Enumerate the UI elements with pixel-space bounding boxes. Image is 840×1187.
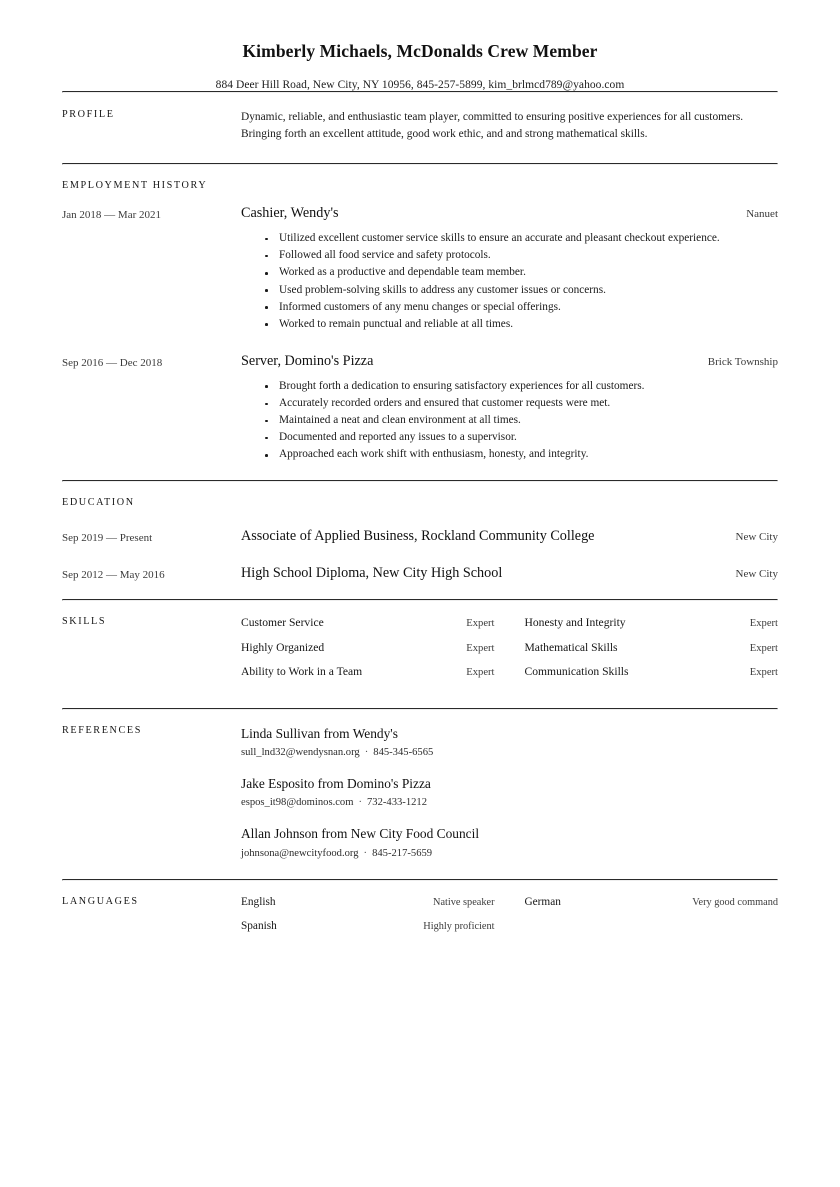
employment-entry-main [241, 353, 778, 464]
reference-phone[interactable]: 732-433-1212 [367, 797, 428, 809]
bullet-item: Used problem-solving skills to address any customer issues or concerns. [265, 282, 778, 299]
reference-contact [241, 747, 778, 758]
employment-entry-date: Sep 2016 — Dec 2018 [62, 357, 163, 370]
skill-level: Expert [749, 667, 778, 679]
reference-name: Linda Sullivan from Wendy's [241, 725, 398, 741]
reference-name: Allan Johnson from New City Food Council [241, 826, 480, 842]
skill-level: Expert [466, 642, 495, 654]
employment-entry-head [241, 353, 778, 371]
reference-contact [241, 797, 778, 808]
employment-entry-location: Nanuet [746, 208, 778, 221]
language-level: Very good command [692, 896, 778, 908]
bullet-item: Documented and reported any issues to a supervisor. [265, 429, 778, 446]
employment-entry-title: Cashier, Wendy's [241, 205, 339, 222]
education-entry-main [241, 528, 778, 546]
skill-name: Mathematical Skills [524, 640, 618, 654]
employment-entry-title: Server, Domino's Pizza [241, 353, 374, 370]
skill-name: Honesty and Integrity [524, 616, 626, 630]
contact-line: 884 Deer Hill Road, New City, NY 10956, 845-257-5899, kim_brlmcd789@yahoo.com [215, 78, 625, 91]
reference-email[interactable]: sull_lnd32@wendysnan.org [241, 747, 360, 759]
references-label-column [62, 725, 241, 736]
education-entry-date: Sep 2012 — May 2016 [62, 569, 165, 582]
languages-body [241, 896, 778, 945]
skill-row [241, 665, 495, 690]
skill-level: Expert [749, 618, 778, 630]
bullet-item: Approached each work shift with enthusiasm, honesty, and integrity. [265, 446, 778, 463]
education-entry-head [241, 565, 778, 583]
skills-grid [241, 616, 778, 690]
employment-entry [62, 353, 778, 464]
profile-text: Dynamic, reliable, and enthusiastic team player, committed to ensuring positive experiences for all customers. Bringing forth an excellent attitude, good work ethic, and and strong mathematical skills. [241, 110, 744, 141]
profile-body [241, 109, 778, 144]
language-name: English [241, 895, 276, 908]
languages-label-column [62, 896, 241, 907]
reference-item [241, 825, 778, 858]
skill-name: Communication Skills [524, 665, 629, 679]
skill-row [241, 616, 495, 641]
education-entry [62, 528, 778, 546]
section-label-education: EDUCATION [62, 496, 135, 508]
bullet-item: Utilized excellent customer service skills to ensure an accurate and pleasant checkout experience. [265, 230, 778, 247]
language-row [241, 920, 495, 945]
employment-entry-bullets [241, 378, 778, 464]
reference-contact [241, 848, 778, 859]
skill-row [525, 616, 779, 641]
section-label-skills: SKILLS [62, 616, 107, 628]
education-entry [62, 565, 778, 583]
skills-body [241, 616, 778, 690]
section-label-references: REFERENCES [62, 724, 142, 736]
language-row [525, 896, 779, 921]
skill-level: Expert [749, 642, 778, 654]
reference-name: Jake Esposito from Domino's Pizza [241, 776, 431, 792]
bullet-item: Worked to remain punctual and reliable at all times. [265, 316, 778, 333]
reference-phone[interactable]: 845-345-6565 [373, 747, 434, 759]
section-skills [62, 601, 778, 708]
languages-grid [241, 896, 778, 945]
skill-name: Customer Service [241, 616, 324, 630]
section-profile [62, 93, 778, 164]
bullet-item: Accurately recorded orders and ensured that customer requests were met. [265, 395, 778, 412]
skill-row [241, 641, 495, 666]
skill-row [525, 665, 779, 690]
resume-header [62, 0, 778, 91]
employment-entry-location: Brick Township [707, 356, 778, 369]
section-references [62, 710, 778, 879]
section-label-employment-history: EMPLOYMENT HISTORY [62, 180, 208, 192]
reference-email[interactable]: espos_it98@dominos.com [241, 797, 354, 809]
employment-entry-main [241, 205, 778, 333]
bullet-item: Followed all food service and safety protocols. [265, 247, 778, 264]
separator-dot: · [363, 847, 368, 859]
bullet-item: Worked as a productive and dependable team member. [265, 264, 778, 281]
employment-entry-head [241, 205, 778, 223]
separator-dot: · [358, 797, 362, 809]
bullet-item: Maintained a neat and clean environment at all times. [265, 412, 778, 429]
reference-phone[interactable]: 845-217-5659 [372, 847, 433, 859]
education-entry-main [241, 565, 778, 583]
section-languages [62, 881, 778, 965]
language-level: Highly proficient [423, 921, 495, 933]
bullet-item: Brought forth a dedication to ensuring satisfactory experiences for all customers. [265, 378, 778, 395]
skill-name: Highly Organized [241, 640, 325, 654]
employment-entry-bullets [241, 230, 778, 333]
references-body [241, 725, 778, 859]
language-level: Native speaker [433, 896, 495, 908]
skills-label-column [62, 616, 241, 627]
education-entry-head [241, 528, 778, 546]
separator-dot: · [364, 747, 369, 759]
language-name: German [524, 895, 561, 908]
employment-entry-date: Jan 2018 — Mar 2021 [62, 209, 161, 222]
reference-item [241, 775, 778, 808]
section-label-languages: LANGUAGES [62, 895, 139, 907]
language-row-empty [525, 920, 779, 945]
skill-level: Expert [466, 618, 495, 630]
language-name: Spanish [241, 920, 277, 933]
skill-level: Expert [466, 667, 495, 679]
education-entry-title: High School Diploma, New City High School [241, 565, 503, 582]
education-entry-date: Sep 2019 — Present [62, 531, 153, 544]
section-label-profile: PROFILE [62, 108, 115, 120]
reference-email[interactable]: johnsona@newcityfood.org [241, 847, 359, 859]
section-education [62, 482, 778, 600]
language-row [241, 896, 495, 921]
employment-entry [62, 205, 778, 333]
profile-label-column [62, 109, 241, 120]
skill-row [525, 641, 779, 666]
section-employment-history [62, 165, 778, 479]
education-entry-location: New City [735, 568, 778, 581]
bullet-item: Informed customers of any menu changes or special offerings. [265, 299, 778, 316]
skill-name: Ability to Work in a Team [241, 665, 363, 679]
reference-item [241, 725, 778, 758]
education-entry-title: Associate of Applied Business, Rockland Community College [241, 527, 595, 544]
candidate-name: Kimberly Michaels, McDonalds Crew Member [242, 41, 598, 61]
education-entry-location: New City [735, 530, 778, 543]
